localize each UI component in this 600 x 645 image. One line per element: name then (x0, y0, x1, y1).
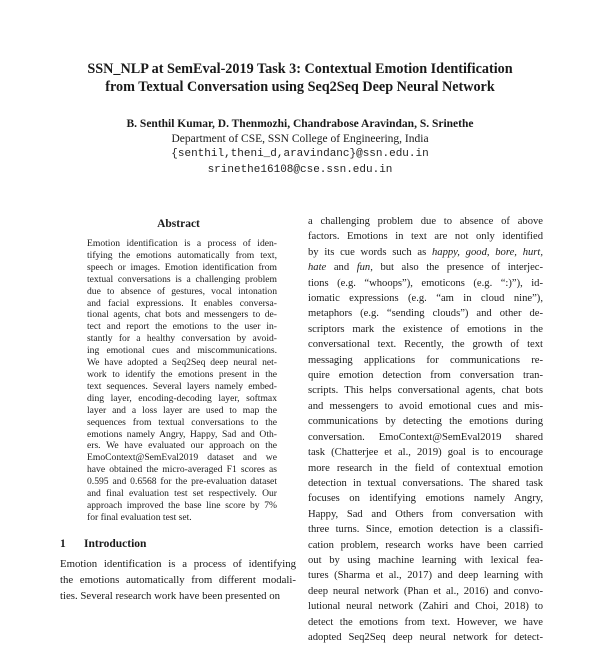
right-column-text (308, 214, 543, 645)
text-line: scriptors mark the existence of emotions in the (308, 323, 543, 335)
text-line: tions (e.g. “whoops”), emoticons (e.g. “:)”), id- (308, 277, 543, 289)
text-line: tures (Sharma et al., 2017) and deep learning with (308, 570, 543, 582)
text-line: more research in the field of contextual emotion (308, 462, 543, 474)
text-line: communications by detecting the emotions during (308, 416, 543, 428)
text-line: stantly for a healthy conversation by avoid- (87, 333, 277, 345)
text-line: adopted Seq2Seq deep neural network for detect- (308, 631, 543, 643)
author-list: B. Senthil Kumar, D. Thenmozhi, Chandrabose Aravindan, S. Srinethe (126, 118, 474, 130)
text-line: and final evaluation test set respectively. Our (87, 488, 277, 500)
introduction-body (60, 556, 296, 604)
text-line: text sequences. Several layers namely embed- (87, 380, 277, 392)
text-line: task (Chatterjee et al., 2019) goal is to encourage (308, 447, 543, 459)
text-line: deep neural network (Phan et al., 2016) and convo- (308, 585, 543, 597)
text-segment: by its cue words such as (308, 246, 432, 258)
text-line: work to identify the emotions present in the (87, 368, 277, 380)
text-line: ding layer, encoding-decoding layer, softmax (87, 392, 277, 404)
text-line: sequences from textual conversations to the (87, 416, 277, 428)
text-line: 0.595 and 0.6568 for the pre-evaluation dataset (87, 476, 277, 488)
section-number: 1 (60, 538, 66, 550)
text-line: a challenging problem due to absence of above (308, 216, 543, 227)
text-line: and messengers to avoid emotional cues and mis- (308, 400, 543, 412)
text-line: due to absence of gestures, vocal intonation (87, 285, 277, 297)
email-line: srinethe16108@cse.ssn.edu.in (207, 164, 393, 176)
text-line: ing emotional cues and miscommunications. (87, 345, 277, 357)
section-heading-introduction (60, 538, 146, 550)
text-line: EmoContext@SemEval2019 dataset and we (87, 452, 277, 464)
text-line: layer and a loss layer are used to map the (87, 404, 277, 416)
text-line: Emotion identification is a process of iden- (87, 238, 277, 249)
section-title: Introduction (84, 538, 147, 550)
text-line: lutional neural network (Zahiri and Choi, 2018) to (308, 601, 543, 613)
title-line: SSN_NLP at SemEval-2019 Task 3: Contextual Emotion Identification (87, 61, 513, 77)
text-line: detect the emotions from text. However, we have (308, 616, 543, 628)
text-line: and facial expressions. It enables conversa- (87, 297, 277, 309)
emphasis: fun (356, 262, 371, 274)
text-line: tect and report the emotions to the user in- (87, 321, 277, 333)
text-line: approach improved the base line score by 7% (87, 499, 277, 511)
text-line: focuses on identifying emotions namely Angry, (308, 493, 543, 505)
text-line: tional agents, chat bots and messengers to de- (87, 309, 277, 321)
text-line (308, 260, 543, 275)
text-line (308, 245, 543, 260)
text-line: ers. We have evaluated our approach on the (87, 440, 277, 452)
paper-title (50, 60, 550, 96)
text-line: emotions namely Angry, Happy, Sad and Oth- (87, 428, 277, 440)
text-line: out by using machine learning with lexical fea- (308, 554, 543, 566)
text-line: We have adopted a Seq2Seq deep neural net- (87, 357, 277, 369)
text-line: the emotions automatically from different modali- (60, 574, 296, 586)
text-line: Emotion identification is a process of identifying (60, 558, 296, 570)
text-line: tifying the emotions automatically from text, (87, 249, 277, 261)
emphasis: happy, good, bore, hurt, (431, 246, 543, 258)
text-line: textual conversations is a challenging problem (87, 273, 277, 285)
text-line: cation problem, research works have been carried (308, 539, 543, 551)
email-line: {senthil,theni_d,aravindanc}@ssn.edu.in (171, 148, 429, 160)
text-line: ties. Several research work have been presented on (60, 590, 281, 602)
text-line: scripts. This helps conversational agents, chat bots (308, 385, 543, 397)
text-line: for final evaluation test set. (87, 511, 192, 523)
affiliation: Department of CSE, SSN College of Engineering, India (171, 133, 429, 145)
text-line: have obtained the micro-averaged F1 scores as (87, 464, 277, 476)
text-line: metaphors (e.g. “sending clouds”) and other de- (308, 308, 543, 320)
text-line: quire emotion detection from conversation tran- (308, 370, 543, 382)
text-line: Happy, Sad and Others from conversation with (308, 508, 543, 520)
abstract-heading: Abstract (157, 218, 200, 230)
text-line: iomatic expressions (e.g. “am in cloud nine”), (308, 293, 543, 305)
text-line: conversation. EmoContext@SemEval2019 shared (308, 431, 543, 443)
text-line: factors. Emotions in text are not only identified (308, 231, 543, 243)
text-line: detection in textual conversations. The shared task (308, 477, 543, 489)
text-line: conversational text. Recently, the growth of text (308, 339, 543, 351)
text-line: messaging applications for communications re- (308, 354, 543, 366)
text-segment: , but also the presence of interjec- (370, 262, 543, 274)
text-line: three turns. Since, emotion detection is a classifi- (308, 524, 543, 536)
text-segment: and (326, 262, 357, 274)
title-line: from Textual Conversation using Seq2Seq Deep Neural Network (105, 79, 495, 95)
abstract-body (87, 238, 277, 524)
text-line: speech or images. Emotion identification from (87, 261, 277, 273)
emphasis: hate (308, 262, 327, 274)
